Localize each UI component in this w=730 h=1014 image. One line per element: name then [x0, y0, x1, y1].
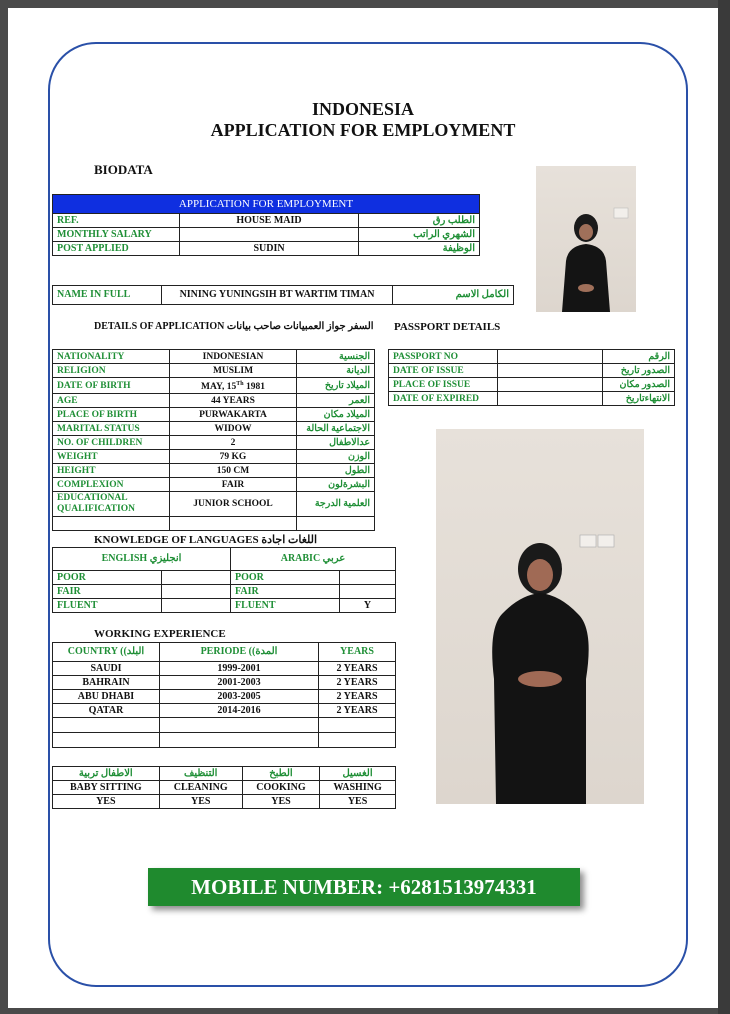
detail-value: PURWAKARTA	[170, 408, 297, 422]
table-row	[53, 704, 396, 718]
person-silhouette-icon	[536, 166, 636, 312]
detail-label: EDUCATIONAL QUALIFICATION	[53, 492, 170, 517]
passport-value	[498, 392, 603, 406]
detail-label: WEIGHT	[53, 450, 170, 464]
table-row	[389, 364, 675, 378]
detail-arabic: الاجتماعية الحالة	[297, 422, 375, 436]
table-row	[53, 378, 375, 394]
person-full-body-icon	[436, 429, 644, 804]
table-row	[53, 478, 375, 492]
passport-value	[498, 378, 603, 392]
exp-years: 2 YEARS	[319, 662, 396, 676]
detail-arabic: العلمية الدرجة	[297, 492, 375, 517]
table-row	[53, 364, 375, 378]
table-row	[53, 436, 375, 450]
name-value: NINING YUNINGSIH BT WARTIM TIMAN	[162, 286, 393, 305]
detail-value: 79 KG	[170, 450, 297, 464]
exp-period: 2014-2016	[160, 704, 319, 718]
detail-label: MARITAL STATUS	[53, 422, 170, 436]
table-row	[53, 394, 375, 408]
passport-table	[388, 349, 675, 406]
passport-label: DATE OF ISSUE	[389, 364, 498, 378]
skill-value: YES	[159, 795, 242, 809]
arabic-mark	[340, 571, 396, 585]
english-mark	[162, 571, 231, 585]
languages-heading	[94, 533, 317, 546]
salary-value	[180, 228, 359, 242]
table-row	[53, 350, 375, 364]
level-label: POOR	[231, 571, 340, 585]
detail-value: JUNIOR SCHOOL	[170, 492, 297, 517]
table-row	[53, 422, 375, 436]
exp-years: 2 YEARS	[319, 690, 396, 704]
passport-heading: PASSPORT DETAILS	[394, 321, 501, 333]
skill-label: BABY SITTING	[53, 781, 160, 795]
skill-arabic: التنظيف	[159, 767, 242, 781]
level-label: POOR	[53, 571, 162, 585]
english-mark	[162, 599, 231, 613]
mobile-number-banner: MOBILE NUMBER: +6281513974331	[148, 868, 580, 906]
languages-heading-text: KNOWLEDGE OF LANGUAGES	[94, 534, 259, 546]
detail-label: HEIGHT	[53, 464, 170, 478]
passport-value	[498, 364, 603, 378]
applicant-photo-small	[536, 166, 636, 312]
exp-period: 2001-2003	[160, 676, 319, 690]
detail-value: MUSLIM	[170, 364, 297, 378]
passport-arabic: الرقم	[603, 350, 675, 364]
post-arabic: الوظيفة	[359, 242, 480, 256]
level-label: FAIR	[231, 585, 340, 599]
passport-arabic: الانتهاءتاريخ	[603, 392, 675, 406]
name-arabic: الكامل الاسم	[393, 286, 514, 305]
level-label: FLUENT	[53, 599, 162, 613]
application-heading: APPLICATION FOR EMPLOYMENT	[53, 195, 480, 214]
post-value: SUDIN	[180, 242, 359, 256]
skill-label: CLEANING	[159, 781, 242, 795]
name-label: NAME IN FULL	[53, 286, 162, 305]
languages-heading-arabic: اللغات اجادة	[261, 534, 318, 546]
table-row	[53, 585, 396, 599]
detail-label: COMPLEXION	[53, 478, 170, 492]
detail-value: INDONESIAN	[170, 350, 297, 364]
biodata-label: BIODATA	[94, 162, 153, 177]
exp-country: ABU DHABI	[53, 690, 160, 704]
ref-arabic: الطلب رق	[359, 214, 480, 228]
col-period: PERIODE ((المدة	[160, 643, 319, 662]
country-title: INDONESIA	[311, 99, 415, 119]
dob-year: 1981	[243, 382, 265, 393]
level-label: FAIR	[53, 585, 162, 599]
skill-label: WASHING	[320, 781, 396, 795]
details-heading-text: DETAILS OF APPLICATION	[94, 321, 225, 332]
skill-arabic: الغسيل	[320, 767, 396, 781]
table-row	[53, 571, 396, 585]
details-heading	[94, 321, 374, 332]
arabic-mark	[340, 585, 396, 599]
exp-period: 2003-2005	[160, 690, 319, 704]
experience-table	[52, 642, 396, 748]
passport-label: PLACE OF ISSUE	[389, 378, 498, 392]
english-arabic: انجليزي	[149, 553, 182, 564]
table-row	[53, 492, 375, 517]
table-row	[53, 733, 396, 748]
detail-arabic: عدالاطفال	[297, 436, 375, 450]
salary-label: MONTHLY SALARY	[53, 228, 180, 242]
table-row	[53, 214, 480, 228]
arabic-header	[231, 548, 396, 571]
name-table	[52, 285, 514, 305]
detail-arabic: الطول	[297, 464, 375, 478]
detail-label: NATIONALITY	[53, 350, 170, 364]
arabic-arabic: عربي	[322, 553, 346, 564]
exp-period: 1999-2001	[160, 662, 319, 676]
passport-label: DATE OF EXPIRED	[389, 392, 498, 406]
table-row	[389, 392, 675, 406]
english-header	[53, 548, 231, 571]
english-label: ENGLISH	[101, 553, 148, 564]
skill-label: COOKING	[242, 781, 319, 795]
detail-value: 150 CM	[170, 464, 297, 478]
exp-years: 2 YEARS	[319, 676, 396, 690]
details-table	[52, 349, 375, 531]
table-row	[53, 228, 480, 242]
exp-country: BAHRAIN	[53, 676, 160, 690]
table-row	[53, 242, 480, 256]
detail-arabic: الميلاد مكان	[297, 408, 375, 422]
dob-day: MAY, 15	[201, 382, 237, 393]
detail-arabic: البشرةلون	[297, 478, 375, 492]
detail-label: PLACE OF BIRTH	[53, 408, 170, 422]
english-mark	[162, 585, 231, 599]
post-label: POST APPLIED	[53, 242, 180, 256]
viewer-edge	[718, 0, 730, 1014]
detail-arabic: الجنسية	[297, 350, 375, 364]
detail-label: RELIGION	[53, 364, 170, 378]
ref-value: HOUSE MAID	[180, 214, 359, 228]
skill-value: YES	[320, 795, 396, 809]
ref-label: REF.	[53, 214, 180, 228]
detail-label: AGE	[53, 394, 170, 408]
table-row	[53, 599, 396, 613]
detail-value: 44 YEARS	[170, 394, 297, 408]
table-row	[53, 718, 396, 733]
table-row	[53, 450, 375, 464]
detail-arabic: العمر	[297, 394, 375, 408]
passport-arabic: الصدور تاريخ	[603, 364, 675, 378]
page-title: APPLICATION FOR EMPLOYMENT	[210, 120, 516, 140]
skill-arabic: الطبخ	[242, 767, 319, 781]
exp-years: 2 YEARS	[319, 704, 396, 718]
detail-value: FAIR	[170, 478, 297, 492]
table-row	[53, 690, 396, 704]
application-table	[52, 194, 480, 256]
skill-value: YES	[53, 795, 160, 809]
table-row	[53, 464, 375, 478]
col-years: YEARS	[319, 643, 396, 662]
detail-arabic: الوزن	[297, 450, 375, 464]
applicant-photo-large	[436, 429, 644, 804]
detail-value: 2	[170, 436, 297, 450]
exp-country: SAUDI	[53, 662, 160, 676]
table-row	[53, 662, 396, 676]
skills-table	[52, 766, 396, 809]
table-row	[53, 408, 375, 422]
document-page	[8, 8, 718, 1008]
skill-value: YES	[242, 795, 319, 809]
languages-table	[52, 547, 396, 613]
table-row	[389, 350, 675, 364]
col-country: COUNTRY ((البلد	[53, 643, 160, 662]
details-heading-arabic: السفر جواز العمبيانات صاحب بيانات	[226, 321, 374, 332]
exp-country: QATAR	[53, 704, 160, 718]
table-row	[53, 676, 396, 690]
passport-arabic: الصدور مكان	[603, 378, 675, 392]
detail-arabic: الديانة	[297, 364, 375, 378]
salary-arabic: الشهري الراتب	[359, 228, 480, 242]
passport-label: PASSPORT NO	[389, 350, 498, 364]
table-row	[389, 378, 675, 392]
arabic-label: ARABIC	[280, 553, 321, 564]
detail-label: DATE OF BIRTH	[53, 378, 170, 394]
level-label: FLUENT	[231, 599, 340, 613]
detail-value	[170, 378, 297, 394]
experience-heading: WORKING EXPERIENCE	[94, 628, 226, 640]
detail-label: NO. OF CHILDREN	[53, 436, 170, 450]
arabic-mark: Y	[340, 599, 396, 613]
detail-arabic: الميلاد تاريخ	[297, 378, 375, 394]
dob-suffix: Th	[236, 381, 244, 387]
detail-value: WIDOW	[170, 422, 297, 436]
passport-value	[498, 350, 603, 364]
skill-arabic: الاطفال تربية	[53, 767, 160, 781]
table-row	[53, 517, 375, 531]
